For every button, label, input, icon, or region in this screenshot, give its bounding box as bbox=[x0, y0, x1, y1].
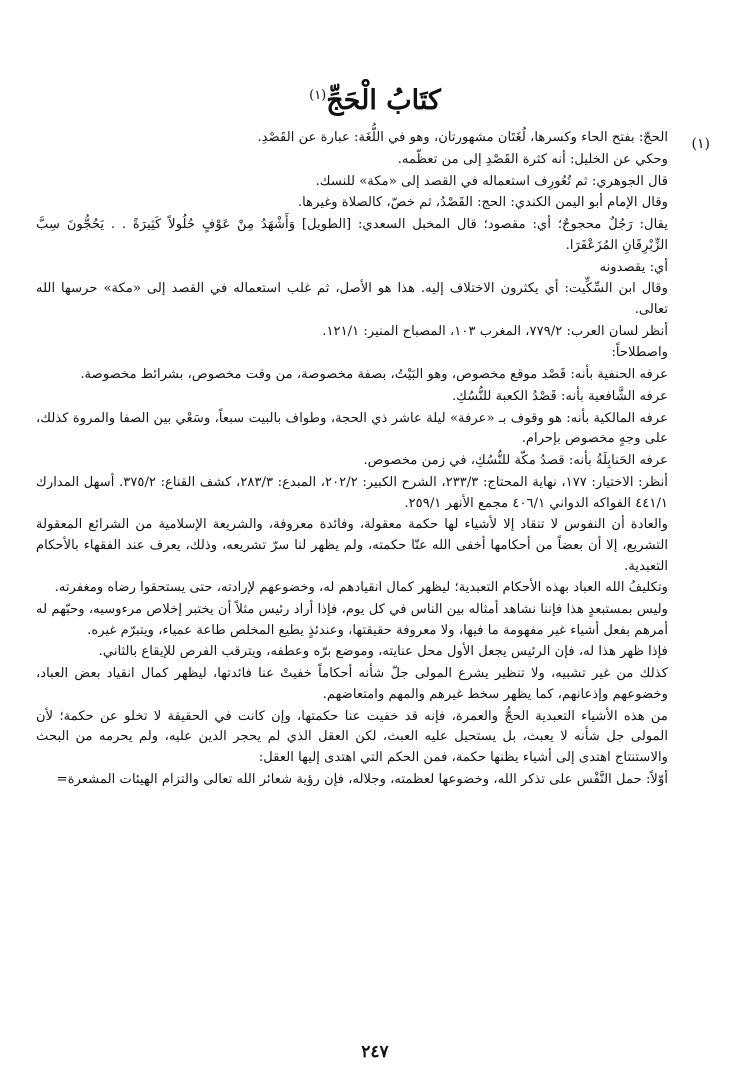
footnote-paragraph: أوّلاً: حمل النَّفْس على تذكر الله، وخضوعها لعظمته، وجلاله، فإن رؤية شعائر الله تعالى والتزام الهيئات المشعرة= bbox=[56, 771, 668, 787]
footnote-paragraph: يقال: رَجُلٌ محجوجٌ؛ أي: مقصود؛ قال المخبل السعدي: [الطويل] وَأَشْهَدُ مِنْ عَوْفٍ حُلُولاً كَثِيرَةً . . يَحُجُّونَ سِبَّ الزِّبْرِقَانِ المُزَعْفَرَا. bbox=[36, 217, 668, 253]
footnote-paragraph: عرفه الحَنابِلَةُ بأنه: قصدُ مكّة للنُّسُكِ، في زمن مخصوص. bbox=[363, 453, 668, 469]
footnote-paragraph: واصطلاحاً: bbox=[611, 345, 668, 361]
footnote-paragraph: أنظر لسان العرب: ٧٧٩/٢، المغرب ١٠٣، المصباح المنير: ١٢١/١. bbox=[322, 323, 668, 339]
chapter-footnote-ref: (١) bbox=[309, 88, 327, 103]
footnote-paragraph: قال الجوهري: ثم تُعُورِف استعماله في القصد إلى «مكة» للنسك. bbox=[315, 173, 668, 189]
footnote-paragraph: من هذه الأشياء التعبدية الحجُّ والعمرة، فإنه قد خفيت عنا حكمتها، وإن كانت في الحقيقة لا تخلو عن حكمة؛ لأن المولى جل شأنه لا يعبث، بل يستحيل عليه العبث، لكن العقل الذي لم يحجر الدين عليه، ولم يحرمه من البحث والاستنتاج اهتدى إلى أشياء يظنها حكمة، فمن الحكم التي اهتدى إليها العقل: bbox=[36, 708, 668, 765]
footnote-paragraph: وقال الإمام أبو اليمن الكندي: الحج: القَصْدُ، ثم خصّ، كالصلاة وغيرها. bbox=[297, 195, 668, 211]
footnote-paragraph: والعادة أن النفوس لا تنقاد إلا لأشياء لها حكمة معقولة، وفائدة معروفة، والشريعة الإسلامية من الشرائع المعقولة التشريع، إلا أن بعضاً من أحكامها أخفى الله عنّا حكمته، ولم يظهر لنا سرّ تشريعه، وذلك، يعرف عند الفقهاء بالأحكام التعبدية. bbox=[36, 517, 668, 574]
footnote-paragraph: عرفه المالكية بأنه: هو وقوف بـ «عرفة» ليلة عاشر ذي الحجة، وطواف بالبيت سبعاً، وسَعْي بين الصفا والمروة كذلك، على وجهٍ مخصوص بإحرام. bbox=[36, 410, 668, 447]
footnote-paragraph: أي: يقصدونه bbox=[599, 259, 668, 275]
footnote-paragraph: وليس بمستبعدٍ هذا فإننا نشاهد أمثاله بين الناس في كل يوم، فإذا أراد رئيس مثلاً أن يختبر إخلاص مرءوسيه، وحبّهم له أمرهم بفعل أشياء غير مفهومة ما فيها، ولا معروفة حقيقتها، وعندئذٍ يطيع المخلص طاعة عمياء، ويتبرّم غيره. bbox=[36, 602, 668, 638]
footnote-paragraph: وقال ابن السِّكِّيت: أي يكثرون الاختلاف إليه. هذا هو الأصل، ثم غلب استعماله في القصد إلى «مكة» حرسها الله تعالى. bbox=[36, 281, 668, 317]
footnote-paragraph: وحكي عن الخليل: أنه كثرة القَصْدِ إلى من تعظّمه. bbox=[397, 151, 668, 167]
chapter-title bbox=[0, 78, 750, 119]
footnote-paragraph: وتكليفُ الله العباد بهذه الأحكام التعبدية؛ ليظهر كمال انقيادهم له، وخضوعهم لإرادته، حتى يستحقوا رضاه ومغفرته. bbox=[54, 580, 668, 596]
footnote-paragraph: الحجّ: بفتح الحاء وكسرها، لُغَتَان مشهورتان، وهو في اللُّغَة: عبارة عن القَصْدِ. bbox=[257, 130, 668, 145]
footnote-paragraph: فإذا ظهر هذا له، فإن الرئيس يجعل الأول محل عنايته، وموضع برّه وعطفه، ويترقب الفرص للإيقاع بالثاني. bbox=[98, 644, 668, 660]
footnote-paragraph: عرفه الحنفية بأنه: قَصْد موقع مخصوص، وهو البَيْتُ، بصفة مخصوصة، من وقت مخصوص، بشرائط مخصوصة. bbox=[80, 367, 668, 383]
footnote-marker: (١) bbox=[691, 136, 710, 152]
footnote-paragraph: أنظر: الاختيار: ١٧٧، نهاية المحتاج: ٢٣٣/٣، الشرح الكبير: ٢٠٢/٢، المبدع: ٢٨٣/٣، كشف القناع: ٣٧٥/٢. أسهل المدارك ٤٤١/١ الفواكه الدواني ٤٠٦/١ مجمع الأنهر ٢٥٩/١. bbox=[36, 474, 668, 511]
chapter-title-text: كتَابُ الْحَجِّ bbox=[326, 85, 441, 116]
footnote-paragraph: عرفه الشَّافعية بأنه: قَصْدُ الكعبة للنُّسُكِ. bbox=[451, 389, 668, 404]
page-number: ٢٤٧ bbox=[361, 1042, 389, 1062]
footnote-body bbox=[36, 128, 668, 1008]
footnote-paragraph: كذلك من غير تشبيه، ولا تنظير يشرع المولى جلّ شأنه أحكاماً خفيتْ عنا فائدتها، ليظهر كمال انقياد بعض العباد، وخضوعهم وإذعانهم، كما يظهر سخط غيرهم والمهم وامتعاضهم. bbox=[36, 666, 668, 702]
